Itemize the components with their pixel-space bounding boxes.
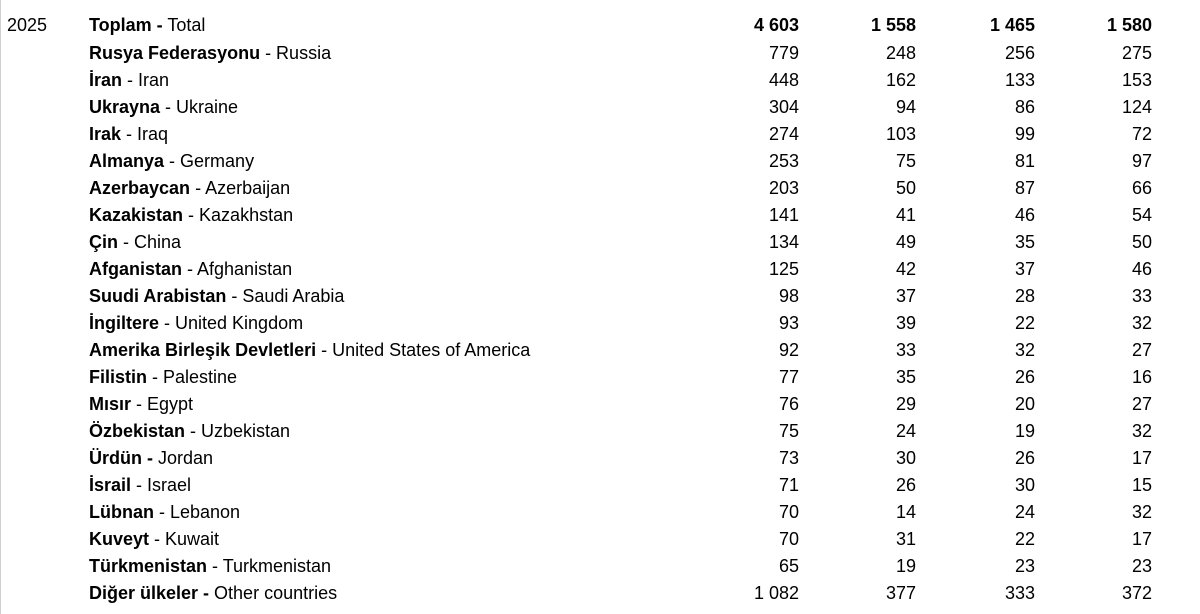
value-column-1: 73: [778, 448, 799, 468]
value-column-3: 256: [1004, 43, 1035, 63]
country-label: [89, 418, 709, 445]
country-label: [89, 40, 709, 67]
country-name-english: Jordan: [152, 448, 214, 468]
value-column-2: 39: [895, 313, 916, 333]
value-column-4: 124: [1121, 97, 1152, 117]
table-row: [1, 67, 1200, 94]
value-column-1: 77: [778, 367, 799, 387]
value-column-3: 24: [1014, 502, 1035, 522]
country-label: [89, 337, 709, 364]
value-column-2: 29: [895, 394, 916, 414]
country-name-turkish: Türkmenistan: [89, 556, 208, 576]
value-column-4: 50: [1131, 232, 1152, 252]
value-column-4: 17: [1131, 529, 1152, 549]
table-row-other-countries: [1, 580, 1200, 607]
value-column-3: 1 465: [989, 15, 1035, 35]
value-column-4: 54: [1131, 205, 1152, 225]
country-name-turkish: Afganistan: [89, 259, 183, 279]
table-row: [1, 40, 1200, 67]
value-column-1: 141: [768, 205, 799, 225]
country-name-english: - Turkmenistan: [207, 556, 332, 576]
country-name-turkish: Kazakistan: [89, 205, 184, 225]
value-column-2: 103: [885, 124, 916, 144]
year-label: 2025: [7, 15, 48, 35]
table-row: [1, 418, 1200, 445]
value-column-2: 33: [895, 340, 916, 360]
value-column-3: 28: [1014, 286, 1035, 306]
country-name-english: - United Kingdom: [159, 313, 304, 333]
country-label: [89, 256, 709, 283]
country-name-english: - Iraq: [121, 124, 169, 144]
country-name-english: - Uzbekistan: [185, 421, 291, 441]
value-column-3: 86: [1014, 97, 1035, 117]
value-column-4: 72: [1131, 124, 1152, 144]
country-label: [89, 364, 709, 391]
value-column-1: 70: [778, 502, 799, 522]
value-column-2: 30: [895, 448, 916, 468]
value-column-1: 70: [778, 529, 799, 549]
country-name-turkish: Irak: [89, 124, 122, 144]
value-column-2: 49: [895, 232, 916, 252]
table-row: [1, 499, 1200, 526]
country-name-english: - Kazakhstan: [183, 205, 294, 225]
table-row: [1, 337, 1200, 364]
country-name-english: - Russia: [260, 43, 332, 63]
table-row: [1, 202, 1200, 229]
value-column-1: 4 603: [753, 15, 799, 35]
table-row: [1, 472, 1200, 499]
country-name-english: - Egypt: [131, 394, 194, 414]
country-name-english: - Palestine: [147, 367, 238, 387]
value-column-1: 779: [768, 43, 799, 63]
country-name-turkish: İran: [89, 70, 123, 90]
country-label: [89, 580, 709, 607]
value-column-4: 15: [1131, 475, 1152, 495]
value-column-3: 46: [1014, 205, 1035, 225]
value-column-1: 71: [778, 475, 799, 495]
value-column-4: 275: [1121, 43, 1152, 63]
country-label: [89, 148, 709, 175]
value-column-2: 41: [895, 205, 916, 225]
country-label: [89, 121, 709, 148]
country-name-english: - Saudi Arabia: [226, 286, 345, 306]
country-label: [89, 229, 709, 256]
country-name-english: - Kuwait: [149, 529, 220, 549]
value-column-3: 32: [1014, 340, 1035, 360]
value-column-2: 37: [895, 286, 916, 306]
value-column-2: 162: [885, 70, 916, 90]
country-name-turkish: Lübnan: [89, 502, 154, 522]
value-column-1: 134: [768, 232, 799, 252]
value-column-1: 304: [768, 97, 799, 117]
country-name-english: - United States of America: [316, 340, 531, 360]
value-column-1: 203: [768, 178, 799, 198]
country-name-turkish: İngiltere: [89, 313, 160, 333]
country-name-english: - Azerbaijan: [190, 178, 291, 198]
table-row: [1, 94, 1200, 121]
country-label: [89, 283, 709, 310]
value-column-1: 65: [778, 556, 799, 576]
country-name-english: - Germany: [164, 151, 255, 171]
country-label: [89, 499, 709, 526]
table-row: [1, 283, 1200, 310]
value-column-4: 32: [1131, 313, 1152, 333]
country-name-turkish: Çin: [89, 232, 118, 252]
table-row: [1, 121, 1200, 148]
value-column-3: 23: [1014, 556, 1035, 576]
value-column-2: 26: [895, 475, 916, 495]
table-row: [1, 310, 1200, 337]
country-name-english: Other countries: [209, 583, 338, 603]
country-name-turkish: Suudi Arabistan: [89, 286, 227, 306]
country-label: [89, 175, 709, 202]
country-name-turkish: İsrail: [89, 475, 132, 495]
table-row: [1, 526, 1200, 553]
country-label: [89, 12, 709, 39]
value-column-3: 99: [1014, 124, 1035, 144]
value-column-1: 76: [778, 394, 799, 414]
country-name-english: - China: [118, 232, 182, 252]
value-column-4: 32: [1131, 502, 1152, 522]
value-column-2: 35: [895, 367, 916, 387]
country-label: [89, 67, 709, 94]
value-column-2: 19: [895, 556, 916, 576]
table-row: [1, 148, 1200, 175]
value-column-2: 50: [895, 178, 916, 198]
value-column-4: 33: [1131, 286, 1152, 306]
table-row: [1, 364, 1200, 391]
value-column-3: 333: [1004, 583, 1035, 603]
value-column-4: 153: [1121, 70, 1152, 90]
value-column-4: 16: [1131, 367, 1152, 387]
country-label: [89, 445, 709, 472]
value-column-1: 448: [768, 70, 799, 90]
country-name-turkish: Ukrayna: [89, 97, 161, 117]
table-row: [1, 229, 1200, 256]
country-label: [89, 526, 709, 553]
value-column-4: 27: [1131, 394, 1152, 414]
country-name-turkish: Özbekistan: [89, 421, 186, 441]
table-row: [1, 445, 1200, 472]
value-column-4: 23: [1131, 556, 1152, 576]
value-column-2: 94: [895, 97, 916, 117]
country-label: [89, 94, 709, 121]
value-column-3: 81: [1014, 151, 1035, 171]
value-column-3: 133: [1004, 70, 1035, 90]
value-column-1: 98: [778, 286, 799, 306]
value-column-3: 19: [1014, 421, 1035, 441]
country-name-turkish: Kuveyt: [89, 529, 150, 549]
value-column-3: 35: [1014, 232, 1035, 252]
value-column-3: 30: [1014, 475, 1035, 495]
value-column-1: 92: [778, 340, 799, 360]
value-column-4: 97: [1131, 151, 1152, 171]
table-row-total: [1, 12, 1200, 39]
value-column-1: 253: [768, 151, 799, 171]
country-name-english: - Lebanon: [154, 502, 241, 522]
value-column-1: 125: [768, 259, 799, 279]
country-label: [89, 310, 709, 337]
value-column-2: 24: [895, 421, 916, 441]
value-column-3: 22: [1014, 529, 1035, 549]
table-row: [1, 175, 1200, 202]
country-name-english: - Iran: [122, 70, 170, 90]
value-column-2: 75: [895, 151, 916, 171]
country-label: [89, 472, 709, 499]
value-column-2: 42: [895, 259, 916, 279]
country-label: [89, 553, 709, 580]
value-column-1: 75: [778, 421, 799, 441]
value-column-4: 66: [1131, 178, 1152, 198]
country-name-english: - Afghanistan: [182, 259, 293, 279]
country-name-english: Total: [162, 15, 206, 35]
value-column-1: 274: [768, 124, 799, 144]
value-column-2: 1 558: [870, 15, 916, 35]
country-name-turkish: Amerika Birleşik Devletleri: [89, 340, 317, 360]
country-name-turkish: Toplam -: [89, 15, 163, 35]
country-label: [89, 391, 709, 418]
value-column-4: 372: [1121, 583, 1152, 603]
country-name-turkish: Azerbaycan: [89, 178, 191, 198]
value-column-3: 87: [1014, 178, 1035, 198]
value-column-4: 46: [1131, 259, 1152, 279]
value-column-4: 1 580: [1106, 15, 1152, 35]
country-name-turkish: Filistin: [89, 367, 147, 387]
country-name-english: - Israel: [131, 475, 192, 495]
value-column-4: 27: [1131, 340, 1152, 360]
value-column-2: 14: [895, 502, 916, 522]
value-column-4: 32: [1131, 421, 1152, 441]
value-column-4: 17: [1131, 448, 1152, 468]
value-column-1: 1 082: [753, 583, 799, 603]
country-name-turkish: Diğer ülkeler -: [89, 583, 210, 603]
table-row: [1, 553, 1200, 580]
value-column-3: 37: [1014, 259, 1035, 279]
country-name-english: - Ukraine: [160, 97, 239, 117]
country-name-turkish: Ürdün -: [89, 448, 153, 468]
table-row: [1, 391, 1200, 418]
value-column-3: 20: [1014, 394, 1035, 414]
table-row: [1, 256, 1200, 283]
country-name-turkish: Rusya Federasyonu: [89, 43, 261, 63]
country-name-turkish: Mısır: [89, 394, 132, 414]
value-column-3: 26: [1014, 448, 1035, 468]
value-column-2: 377: [885, 583, 916, 603]
country-name-turkish: Almanya: [89, 151, 165, 171]
value-column-2: 248: [885, 43, 916, 63]
country-label: [89, 202, 709, 229]
value-column-3: 22: [1014, 313, 1035, 333]
value-column-1: 93: [778, 313, 799, 333]
value-column-2: 31: [895, 529, 916, 549]
value-column-3: 26: [1014, 367, 1035, 387]
